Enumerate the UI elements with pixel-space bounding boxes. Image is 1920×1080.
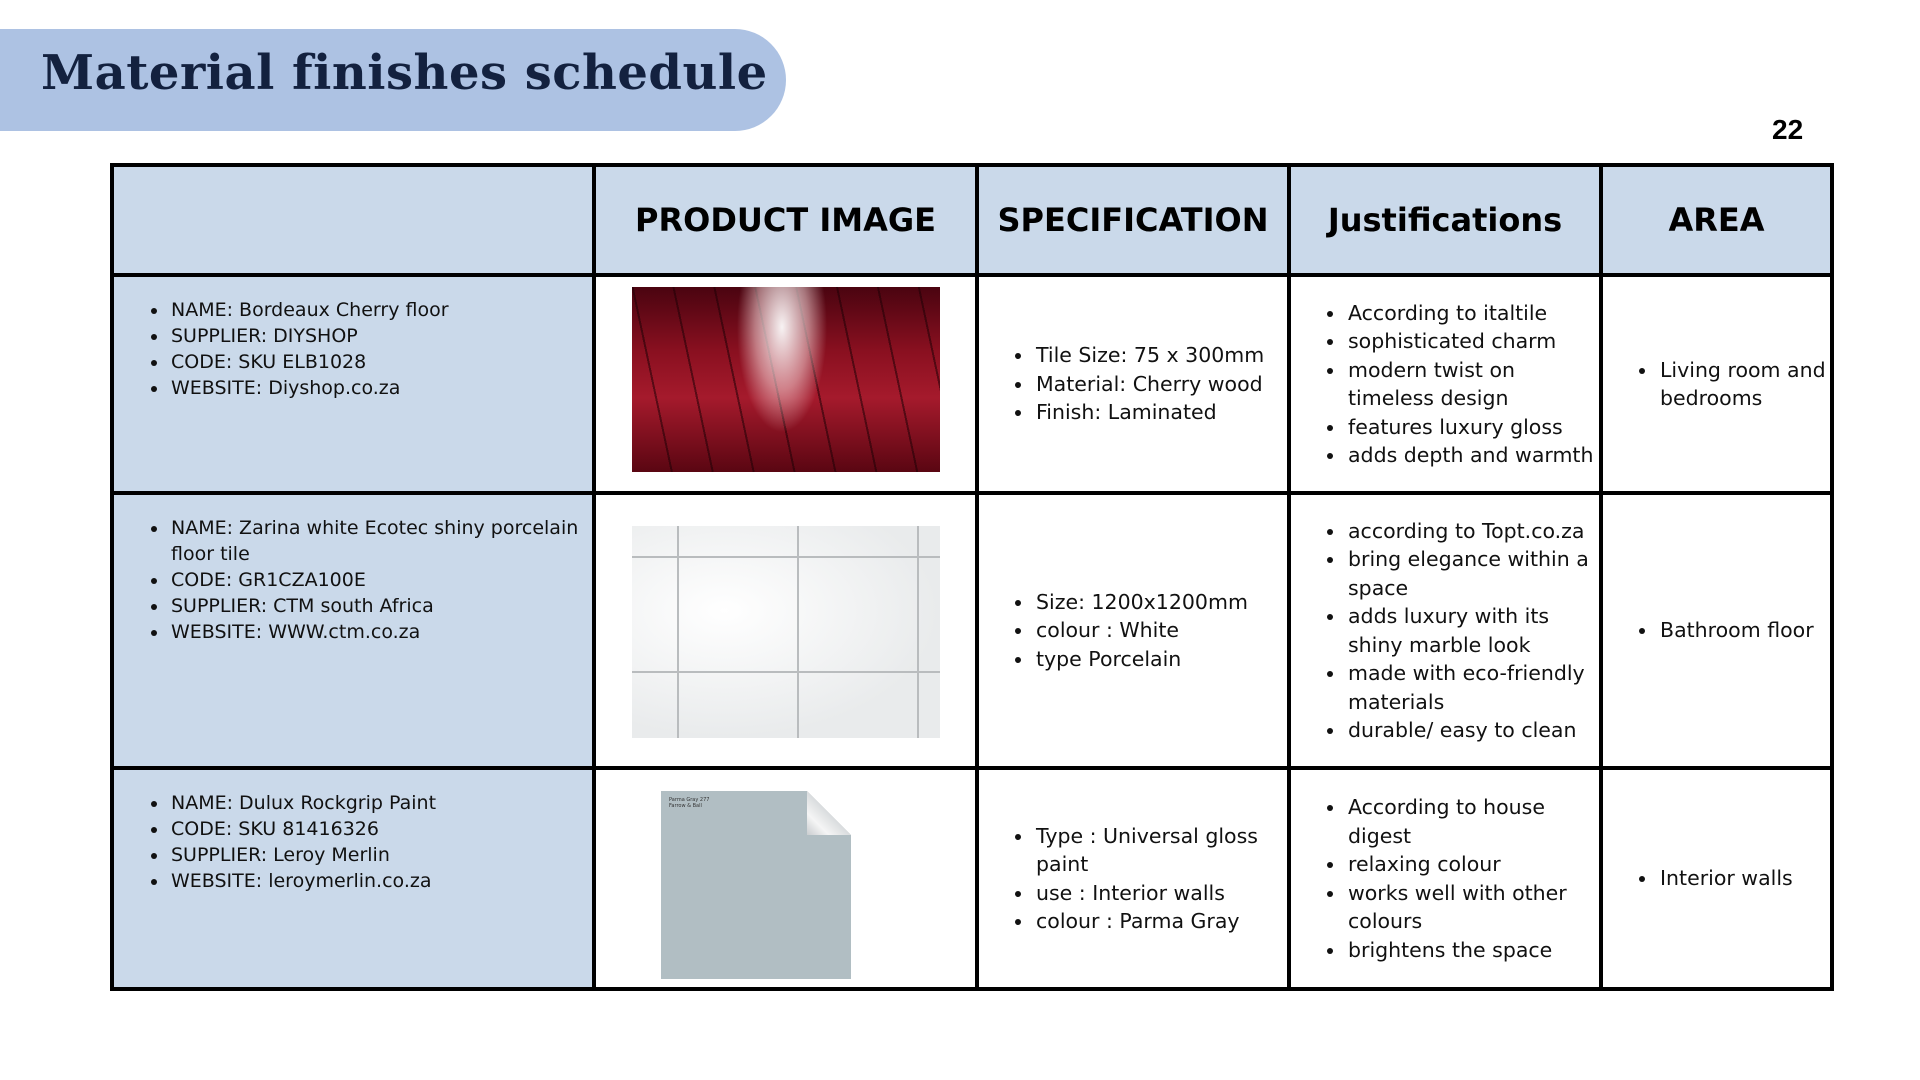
paint-swatch-image xyxy=(661,791,851,979)
product-info-list xyxy=(114,277,592,401)
specification-cell xyxy=(977,275,1289,493)
justifications-cell xyxy=(1289,493,1601,768)
header-specification: SPECIFICATION xyxy=(977,165,1289,275)
list-item: • colour : Parma Gray xyxy=(1034,907,1287,936)
list-item: • WEBSITE: Diyshop.co.za xyxy=(169,375,592,401)
specification-list xyxy=(979,822,1287,936)
list-item: • colour : White xyxy=(1034,616,1287,645)
justifications-list xyxy=(1291,299,1599,470)
list-item: • Bathroom floor xyxy=(1658,616,1830,645)
product-image-cell xyxy=(594,493,977,768)
header-product-info xyxy=(112,165,594,275)
swatch-label: Parma Gray 277 Farrow & Ball xyxy=(669,797,710,809)
header-row xyxy=(112,165,1832,275)
list-item: • Material: Cherry wood xyxy=(1034,370,1287,399)
list-item: • adds depth and warmth xyxy=(1346,441,1599,470)
list-item: • Living room and bedrooms xyxy=(1658,356,1830,413)
list-item: • use : Interior walls xyxy=(1034,879,1287,908)
list-item: • According to italtile xyxy=(1346,299,1599,328)
justifications-cell xyxy=(1289,768,1601,989)
list-item: • Size: 1200x1200mm xyxy=(1034,588,1287,617)
list-item: • Finish: Laminated xyxy=(1034,398,1287,427)
list-item: • sophisticated charm xyxy=(1346,327,1599,356)
header-area: AREA xyxy=(1601,165,1832,275)
page-number: 22 xyxy=(1772,114,1804,145)
justifications-list xyxy=(1291,517,1599,745)
list-item: • relaxing colour xyxy=(1346,850,1599,879)
list-item: • CODE: SKU 81416326 xyxy=(169,816,592,842)
list-item: • adds luxury with its shiny marble look xyxy=(1346,602,1599,659)
table-row xyxy=(112,768,1832,989)
list-item: • Tile Size: 75 x 300mm xyxy=(1034,341,1287,370)
product-info-list xyxy=(114,770,592,894)
justifications-list xyxy=(1291,793,1599,964)
list-item: • features luxury gloss xyxy=(1346,413,1599,442)
specification-list xyxy=(979,341,1287,427)
list-item: • made with eco-friendly materials xyxy=(1346,659,1599,716)
page-title: Material finishes schedule xyxy=(41,45,768,101)
list-item: • According to house digest xyxy=(1346,793,1599,850)
list-item: • modern twist on timeless design xyxy=(1346,356,1599,413)
list-item: • durable/ easy to clean xyxy=(1346,716,1599,745)
list-item: • works well with other colours xyxy=(1346,879,1599,936)
area-cell xyxy=(1601,493,1832,768)
specification-cell xyxy=(977,768,1289,989)
header-justifications: Justifications xyxy=(1289,165,1601,275)
list-item: • SUPPLIER: CTM south Africa xyxy=(169,593,592,619)
product-info-cell xyxy=(112,275,594,493)
specification-cell xyxy=(977,493,1289,768)
list-item: • NAME: Zarina white Ecotec shiny porcelain floor tile xyxy=(169,515,592,567)
material-schedule-table xyxy=(110,163,1834,991)
list-item: • NAME: Dulux Rockgrip Paint xyxy=(169,790,592,816)
area-list xyxy=(1603,356,1830,413)
list-item: • SUPPLIER: Leroy Merlin xyxy=(169,842,592,868)
table-row xyxy=(112,493,1832,768)
product-info-cell xyxy=(112,493,594,768)
list-item: • WEBSITE: WWW.ctm.co.za xyxy=(169,619,592,645)
area-list xyxy=(1603,864,1830,893)
area-list xyxy=(1603,616,1830,645)
list-item: • NAME: Bordeaux Cherry floor xyxy=(169,297,592,323)
header-product-image: PRODUCT IMAGE xyxy=(594,165,977,275)
table-row xyxy=(112,275,1832,493)
list-item: • according to Topt.co.za xyxy=(1346,517,1599,546)
justifications-cell xyxy=(1289,275,1601,493)
product-info-list xyxy=(114,495,592,645)
white-marble-tile-image xyxy=(632,526,940,738)
area-cell xyxy=(1601,768,1832,989)
page-curl-icon xyxy=(807,791,851,835)
list-item: • WEBSITE: leroymerlin.co.za xyxy=(169,868,592,894)
list-item: • Interior walls xyxy=(1658,864,1830,893)
list-item: • type Porcelain xyxy=(1034,645,1287,674)
list-item: • bring elegance within a space xyxy=(1346,545,1599,602)
cherry-wood-floor-image xyxy=(632,287,940,472)
product-image-cell xyxy=(594,275,977,493)
list-item: • CODE: SKU ELB1028 xyxy=(169,349,592,375)
product-image-cell xyxy=(594,768,977,989)
area-cell xyxy=(1601,275,1832,493)
list-item: • CODE: GR1CZA100E xyxy=(169,567,592,593)
list-item: • SUPPLIER: DIYSHOP xyxy=(169,323,592,349)
specification-list xyxy=(979,588,1287,674)
product-info-cell xyxy=(112,768,594,989)
list-item: • brightens the space xyxy=(1346,936,1599,965)
list-item: • Type : Universal gloss paint xyxy=(1034,822,1287,879)
